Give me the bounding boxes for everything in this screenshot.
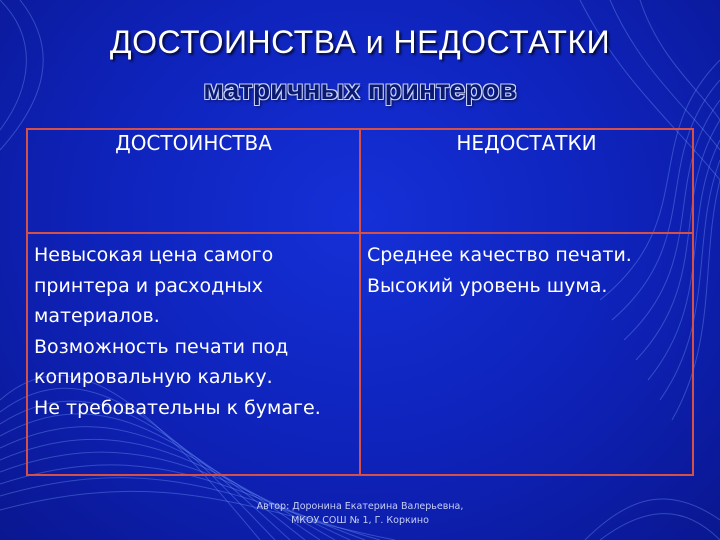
comparison-table <box>26 128 694 476</box>
advantages-cell <box>27 233 360 475</box>
disadvantages-cell <box>360 233 693 475</box>
slide-subtitle: матричных принтеров <box>203 74 517 105</box>
advantage-line: Не требовательны к бумаге. <box>34 396 321 419</box>
footer-school: МКОУ СОШ № 1, Г. Коркино <box>291 515 429 526</box>
advantage-line: Невысокая цена самого <box>34 244 274 266</box>
advantage-line: принтера и расходных <box>34 274 263 297</box>
table-body-row <box>27 233 693 475</box>
slide-title: ДОСТОИНСТВА и НЕДОСТАТКИ <box>109 24 611 60</box>
footer-author: Автор: Доронина Екатерина Валерьевна, <box>256 501 464 512</box>
disadvantage-line: Высокий уровень шума. <box>367 274 608 297</box>
advantage-line: Возможность печати под <box>34 335 289 358</box>
header-disadvantages: НЕДОСТАТКИ <box>360 129 693 233</box>
table-header-row <box>27 129 693 233</box>
author-footer <box>240 500 480 528</box>
advantage-line: материалов. <box>34 305 160 328</box>
header-advantages: ДОСТОИНСТВА <box>27 129 360 233</box>
advantage-line: копировальную кальку. <box>34 366 273 389</box>
disadvantage-line: Среднее качество печати. <box>367 244 632 266</box>
